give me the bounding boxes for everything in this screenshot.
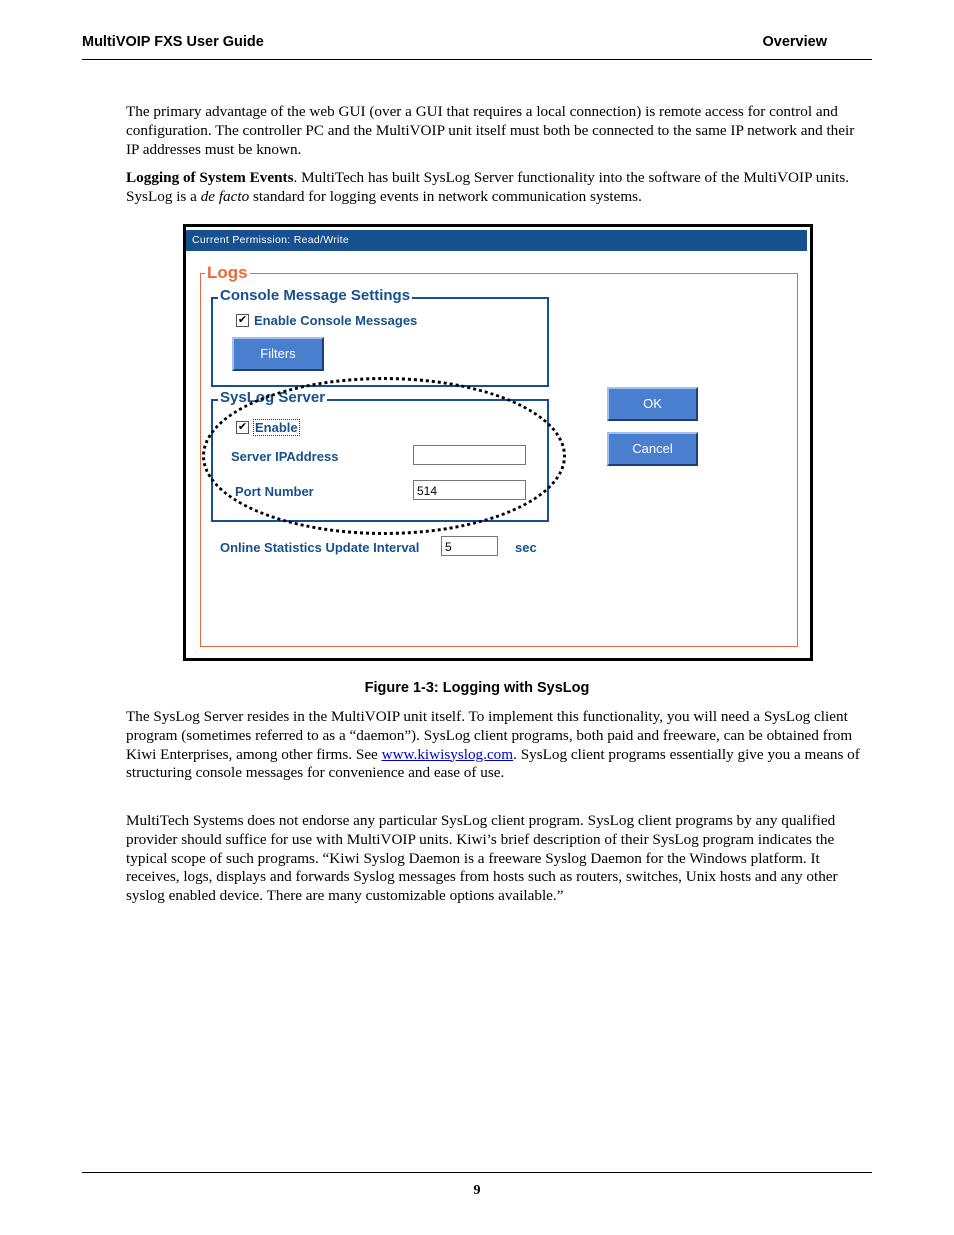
paragraph-syslog-server [126, 708, 871, 783]
stats-interval-label: Online Statistics Update Interval [220, 540, 420, 555]
enable-console-row[interactable] [236, 313, 417, 328]
page-number: 9 [473, 1183, 481, 1198]
logging-text-1: . MultiTech has built SysLog Server functionality into the software of the MultiVOIP units. SysLog is a [126, 169, 850, 205]
syslog-server-text-1: The SysLog Server resides in the MultiVOIP unit itself. To implement this functionality, you will need a SysLog client program (sometimes referred to as a “daemon”). SysLog client programs, both paid and freeware, can be obtained from Kiwi Enterprises, among other firms. See [126, 708, 853, 763]
ok-button[interactable]: OK [607, 387, 698, 421]
logging-text-2: standard for logging events in network communication systems. [249, 187, 642, 205]
logs-title: Logs [207, 263, 248, 282]
enable-console-label[interactable]: Enable Console Messages [254, 313, 418, 328]
paragraph-endorsement: MultiTech Systems does not endorse any particular SysLog client program. SysLog client programs by any qualified provider should suffice for use with MultiVOIP units. Kiwi’s brief description of their SysLog program indicates the typical scope of such programs. “Kiwi Syslog Daemon is a freeware Syslog Daemon for the Windows platform. It receives, logs, displays and forwards Syslog messages from hosts such as routers, switches, Unix hosts and any other syslog enabled device. There are many customizable options available.” [126, 812, 838, 905]
permission-bar: Current Permission: Read/Write [186, 230, 807, 251]
footer-rule [82, 1172, 872, 1173]
port-number-input[interactable]: 514 [413, 480, 526, 500]
enable-console-checkbox[interactable]: ✔ [237, 314, 248, 326]
header-rule [82, 59, 872, 60]
logging-italic: de facto [200, 187, 250, 205]
paragraph-web-gui: The primary advantage of the web GUI (over a GUI that requires a local connection) is remote access for control and configuration. The controller PC and the MultiVOIP unit itself must both be connected to the same IP network and their IP addresses must be known. [126, 103, 855, 158]
port-number-label: Port Number [235, 484, 314, 499]
syslog-server-title: SysLog Server [220, 389, 326, 406]
enable-syslog-row[interactable] [236, 420, 299, 435]
stats-interval-input[interactable]: 5 [441, 536, 498, 556]
server-ip-label: Server IPAddress [231, 449, 339, 464]
document-header-section: Overview [762, 34, 827, 50]
logging-heading: Logging of System Events [126, 169, 294, 186]
server-ip-input[interactable] [413, 445, 526, 465]
enable-syslog-checkbox[interactable]: ✔ [237, 421, 248, 433]
kiwisyslog-link[interactable]: www.kiwisyslog.com [381, 745, 514, 763]
filters-button[interactable]: Filters [232, 337, 324, 371]
syslog-screenshot [183, 224, 813, 661]
syslog-server-text-2: . SysLog client programs essentially give you a means of structuring console messages for convenience and ease of use. [126, 745, 860, 782]
stats-interval-unit: sec [515, 540, 537, 555]
enable-syslog-label[interactable]: Enable [255, 420, 298, 435]
console-settings-title: Console Message Settings [220, 287, 411, 304]
figure-caption: Figure 1-3: Logging with SysLog [364, 680, 590, 696]
document-header-title: MultiVOIP FXS User Guide [82, 34, 264, 50]
paragraph-logging [126, 169, 871, 207]
cancel-button[interactable]: Cancel [607, 432, 698, 466]
